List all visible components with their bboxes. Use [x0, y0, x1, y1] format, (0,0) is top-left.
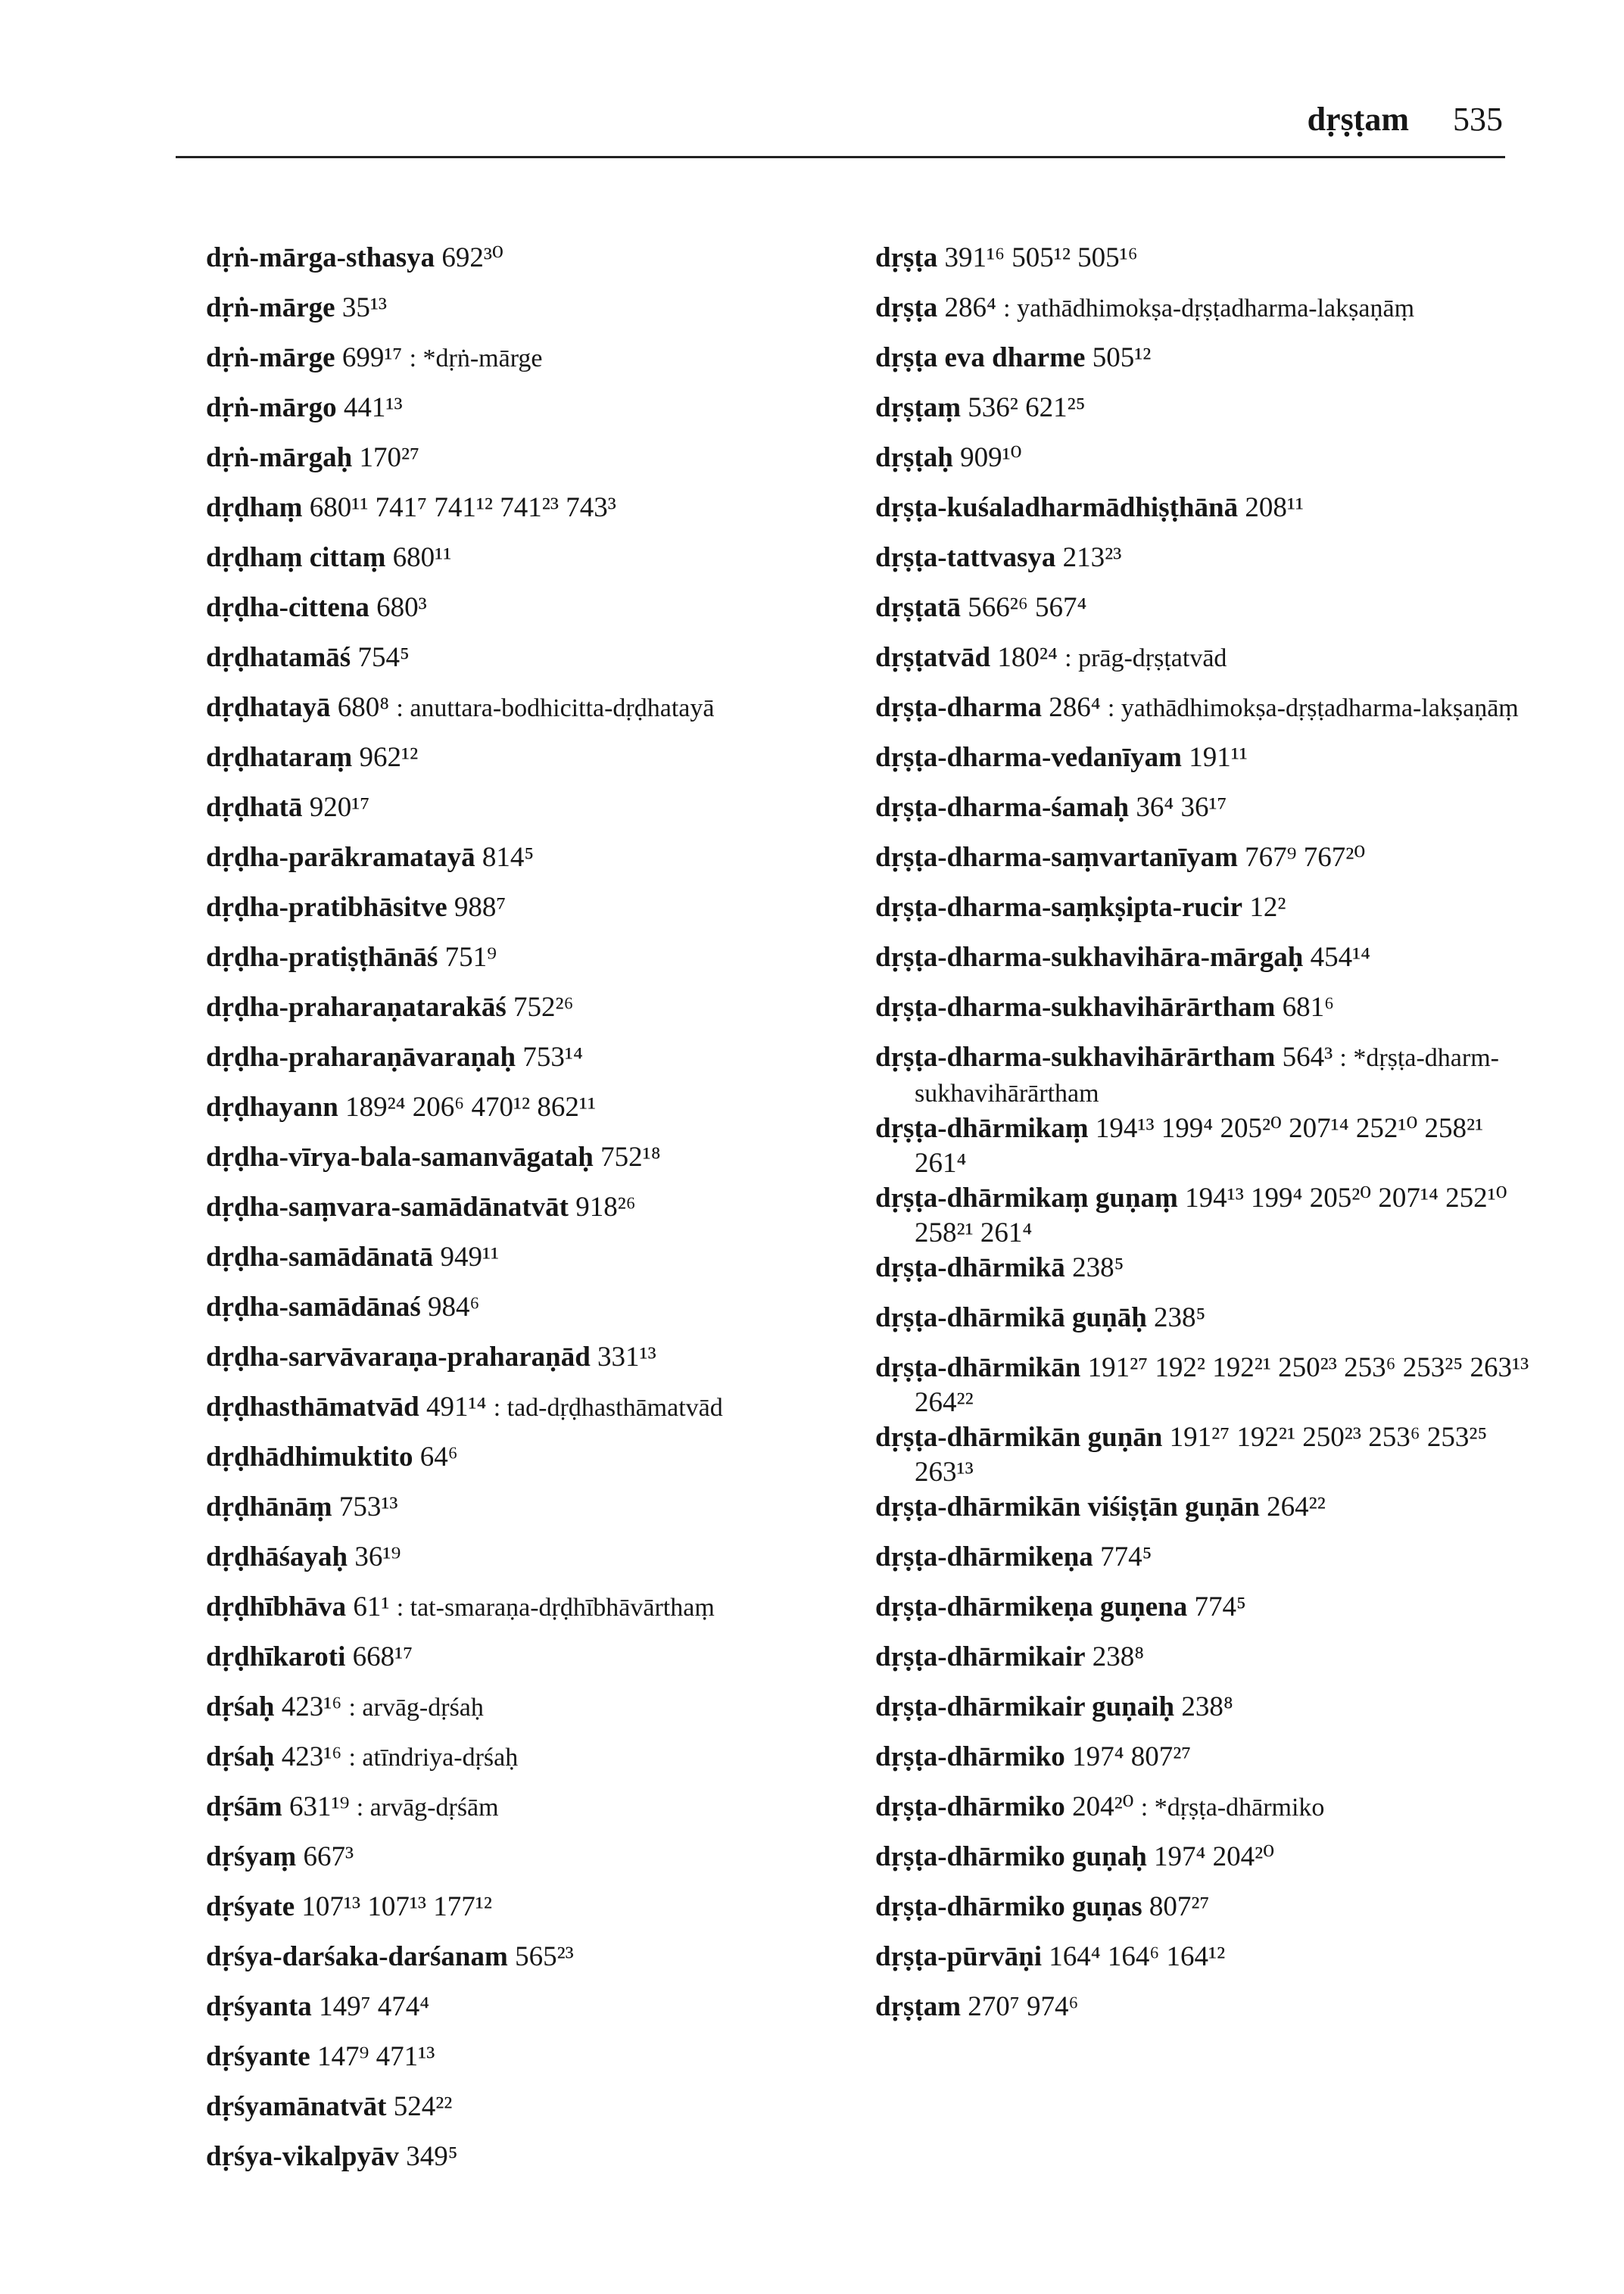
entry-headword: dṛṣṭa-tattvasya: [875, 542, 1056, 573]
entry-headword: dṛṣṭa-dhārmikeṇa guṇena: [875, 1591, 1188, 1622]
entry-references: 774⁵: [1100, 1541, 1152, 1572]
entry-references: 680¹¹: [392, 542, 452, 573]
entry-cross-reference: : anuttara-bodhicitta-dṛḍhatayā: [396, 694, 715, 722]
entry-references: 35¹³: [341, 292, 388, 323]
index-entry: [875, 1590, 1541, 1640]
index-entry: [206, 641, 865, 690]
entry-cross-reference: : arvāg-dṛśaḥ: [348, 1694, 484, 1722]
index-entry: [206, 740, 865, 790]
entry-references: 752¹⁸: [600, 1142, 661, 1173]
entry-headword: dṛṅ-mārge: [206, 342, 335, 373]
entry-references: 194¹³ 199⁴ 205²⁰ 207¹⁴ 252¹⁰ 258²¹ 261⁴: [915, 1183, 1507, 1248]
entry-headword: dṛṣṭa-dharma-sukhavihāra-mārgaḥ: [875, 942, 1304, 973]
index-entry: [875, 391, 1541, 441]
entry-references: 191²⁷ 192²¹ 250²³ 253⁶ 253²⁵ 263¹³: [915, 1422, 1488, 1488]
entry-references: 36¹⁹: [354, 1541, 401, 1572]
entry-headword: dṛṅ-mārgaḥ: [206, 442, 353, 473]
entry-references: 238⁸: [1181, 1691, 1233, 1722]
entry-headword: dṛṣṭa-dharma-saṃvartanīyam: [875, 842, 1238, 873]
index-entry: [206, 541, 865, 591]
entry-references: 170²⁷: [359, 442, 419, 473]
index-entry: [206, 940, 865, 990]
entry-references: 238⁵: [1072, 1252, 1124, 1283]
index-entry: [875, 1540, 1541, 1590]
entry-references: 180²⁴: [997, 642, 1058, 673]
entry-headword: dṛḍha-cittena: [206, 592, 369, 623]
index-entry: [875, 1251, 1541, 1301]
entry-references: 191¹¹: [1189, 742, 1248, 773]
entry-headword: dṛśyanta: [206, 1991, 312, 2022]
entry-headword: dṛṣṭa-dhārmikaṃ guṇaṃ: [875, 1183, 1178, 1214]
entry-references: 524²²: [393, 2091, 453, 2122]
entry-headword: dṛṣṭa-dharma-śamaḥ: [875, 792, 1130, 823]
index-entry: [206, 591, 865, 641]
entry-headword: dṛṣṭa-dhārmikān viśiṣṭān guṇān: [875, 1491, 1260, 1523]
index-entry: [206, 491, 865, 541]
entry-references: 668¹⁷: [352, 1641, 413, 1672]
entry-headword: dṛṣṭa: [875, 242, 938, 273]
index-entry: [875, 1890, 1541, 1940]
entry-references: 197⁴ 204²⁰: [1154, 1841, 1275, 1872]
entry-headword: dṛśām: [206, 1791, 282, 1822]
entry-headword: dṛṣṭa-dhārmikeṇa: [875, 1541, 1093, 1572]
entry-headword: dṛḍha-praharaṇatarakāś: [206, 992, 507, 1023]
entry-headword: dṛṣṭa-dhārmikān guṇān: [875, 1422, 1163, 1453]
entry-headword: dṛḍhībhāva: [206, 1591, 347, 1622]
entry-headword: dṛḍhānāṃ: [206, 1491, 332, 1523]
entry-headword: dṛḍha-saṃvara-samādānatvāt: [206, 1192, 569, 1223]
entry-headword: dṛḍha-vīrya-bala-samanvāgataḥ: [206, 1142, 594, 1173]
entry-references: 667³: [303, 1841, 354, 1872]
entry-headword: dṛṣṭa-kuśaladharmādhiṣṭhānā: [875, 492, 1239, 523]
entry-headword: dṛṣṭa-dharma-sukhavihārārtham: [875, 992, 1276, 1023]
index-entry: [206, 391, 865, 441]
index-entry: [206, 2140, 865, 2190]
entry-references: 752²⁶: [513, 992, 574, 1023]
index-entry: [206, 890, 865, 940]
entry-headword: dṛśaḥ: [206, 1691, 275, 1722]
entry-headword: dṛṣṭa-dharma-vedanīyam: [875, 742, 1182, 773]
index-entry: [206, 2040, 865, 2090]
entry-cross-reference: : *dṛṅ-mārge: [409, 344, 543, 372]
entry-references: 753¹⁴: [522, 1042, 583, 1073]
index-entry: [875, 1351, 1541, 1420]
entry-headword: dṛḍha-samādānatā: [206, 1242, 434, 1273]
index-entry: [875, 1740, 1541, 1790]
index-entry: [875, 291, 1541, 341]
entry-headword: dṛṣṭa-dharma: [875, 692, 1042, 723]
entry-references: 197⁴ 807²⁷: [1072, 1741, 1192, 1772]
index-entry: [206, 1040, 865, 1090]
index-entry: [206, 690, 865, 740]
entry-headword: dṛśyate: [206, 1891, 295, 1922]
entry-headword: dṛśyante: [206, 2041, 310, 2072]
index-entry: [875, 591, 1541, 641]
entry-references: 349⁵: [406, 2141, 458, 2172]
entry-references: 680⁸: [337, 692, 390, 723]
entry-references: 814⁵: [482, 842, 535, 873]
entry-references: 692³⁰: [441, 242, 503, 273]
entry-references: 107¹³ 107¹³ 177¹²: [301, 1891, 492, 1922]
index-entry: [875, 990, 1541, 1040]
index-entry: [206, 1840, 865, 1890]
index-entry: [206, 1440, 865, 1490]
entry-headword: dṛḍha-samādānaś: [206, 1292, 421, 1323]
entry-references: 774⁵: [1194, 1591, 1246, 1622]
entry-headword: dṛṣṭa-dhārmikān: [875, 1352, 1081, 1383]
entry-headword: dṛṣṭa-dhārmikā: [875, 1252, 1065, 1283]
left-column: [206, 241, 865, 2190]
index-entry: [875, 1490, 1541, 1540]
index-entry: [875, 890, 1541, 940]
entry-headword: dṛṣṭa-dhārmikaṃ: [875, 1113, 1089, 1144]
entry-headword: dṛṣṭatā: [875, 592, 962, 623]
entry-references: 962¹²: [359, 742, 419, 773]
index-entry: [206, 840, 865, 890]
entry-headword: dṛḍha-parākramatayā: [206, 842, 475, 873]
entry-references: 238⁸: [1092, 1641, 1145, 1672]
page-number: 535: [1453, 101, 1503, 138]
entry-cross-reference: : yathādhimokṣa-dṛṣṭadharma-lakṣaṇāṃ: [1107, 694, 1519, 722]
index-entry: [206, 1140, 865, 1190]
index-entry: [206, 990, 865, 1040]
entry-headword: dṛṅ-mārga-sthasya: [206, 242, 435, 273]
entry-references: 565²³: [515, 1941, 574, 1972]
index-entry: [875, 690, 1541, 740]
index-entry: [206, 2090, 865, 2140]
entry-references: 194¹³ 199⁴ 205²⁰ 207¹⁴ 252¹⁰ 258²¹ 261⁴: [915, 1113, 1484, 1179]
entry-references: 536² 621²⁵: [968, 392, 1086, 423]
entry-references: 680¹¹ 741⁷ 741¹² 741²³ 743³: [309, 492, 616, 523]
entry-references: 984⁶: [428, 1292, 480, 1323]
entry-references: 36⁴ 36¹⁷: [1136, 792, 1227, 823]
entry-cross-reference: : tat-smaraṇa-dṛḍhībhāvārthaṃ: [396, 1594, 715, 1622]
index-entry: [875, 341, 1541, 391]
entry-references: 12²: [1249, 892, 1286, 923]
index-entry: [206, 1190, 865, 1240]
index-entry: [875, 541, 1541, 591]
index-entry: [875, 740, 1541, 790]
entry-headword: dṛṣṭaṃ: [875, 392, 962, 423]
entry-references: 699¹⁷: [341, 342, 403, 373]
entry-headword: dṛḍhatamāś: [206, 642, 351, 673]
index-entry: [875, 1790, 1541, 1840]
entry-cross-reference: : *dṛṣṭa-dharm-sukhavihārārtham: [915, 1044, 1499, 1108]
entry-headword: dṛṣṭa eva dharme: [875, 342, 1086, 373]
entry-headword: dṛṣṭaḥ: [875, 442, 953, 473]
entry-references: 949¹¹: [440, 1242, 500, 1273]
entry-references: 147⁹ 471¹³: [316, 2041, 435, 2072]
entry-references: 753¹³: [338, 1491, 398, 1523]
entry-headword: dṛḍhaṃ cittaṃ: [206, 542, 386, 573]
index-entry: [206, 1340, 865, 1390]
index-entry: [875, 1690, 1541, 1740]
index-entry: [875, 241, 1541, 291]
index-entry: [206, 1290, 865, 1340]
entry-references: 286⁴: [944, 292, 996, 323]
entry-headword: dṛḍha-praharaṇāvaraṇaḥ: [206, 1042, 516, 1073]
running-head: [1308, 100, 1503, 139]
index-entry: [206, 241, 865, 291]
index-entry: [875, 1640, 1541, 1690]
index-entry: [875, 491, 1541, 541]
entry-cross-reference: : prāg-dṛṣṭatvād: [1064, 644, 1227, 672]
entry-cross-reference: : yathādhimokṣa-dṛṣṭadharma-lakṣaṇāṃ: [1003, 295, 1415, 323]
entry-headword: dṛṣṭa-dhārmiko: [875, 1741, 1065, 1772]
entry-references: 286⁴: [1049, 692, 1101, 723]
entry-headword: dṛḍhīkaroti: [206, 1641, 346, 1672]
index-entry: [206, 1390, 865, 1440]
entry-headword: dṛḍhaṃ: [206, 492, 303, 523]
index-entry: [206, 1640, 865, 1690]
entry-references: 423¹⁶: [281, 1741, 342, 1772]
entry-headword: dṛḍhataraṃ: [206, 742, 353, 773]
entry-headword: dṛṣṭa-dhārmikair: [875, 1641, 1086, 1672]
entry-references: 807²⁷: [1149, 1891, 1210, 1922]
entry-headword: dṛḍha-pratiṣṭhānāś: [206, 942, 438, 973]
index-entry: [875, 441, 1541, 491]
index-entry: [206, 1940, 865, 1990]
entry-headword: dṛṣṭa-dhārmiko: [875, 1791, 1065, 1822]
index-entry: [206, 1090, 865, 1140]
entry-references: 454¹⁴: [1310, 942, 1371, 973]
entry-headword: dṛḍhādhimuktito: [206, 1442, 413, 1473]
running-headword: dṛṣṭam: [1307, 101, 1409, 138]
entry-headword: dṛḍhāśayaḥ: [206, 1541, 348, 1572]
entry-headword: dṛḍha-pratibhāsitve: [206, 892, 447, 923]
index-entry: [206, 790, 865, 840]
index-entry: [875, 840, 1541, 890]
entry-references: 920¹⁷: [309, 792, 370, 823]
index-entry: [206, 291, 865, 341]
index-entry: [206, 1890, 865, 1940]
entry-headword: dṛśaḥ: [206, 1741, 275, 1772]
right-column: [875, 241, 1541, 2040]
entry-headword: dṛḍhayann: [206, 1092, 338, 1123]
entry-references: 564³: [1282, 1042, 1333, 1073]
entry-headword: dṛṣṭa-dhārmiko guṇaḥ: [875, 1841, 1147, 1872]
index-entry: [206, 1790, 865, 1840]
index-entry: [206, 1590, 865, 1640]
entry-headword: dṛṣṭatvād: [875, 642, 991, 673]
entry-references: 164⁴ 164⁶ 164¹²: [1049, 1941, 1226, 1972]
entry-headword: dṛśya-darśaka-darśanam: [206, 1941, 508, 1972]
entry-references: 767⁹ 767²⁰: [1245, 842, 1366, 873]
entry-headword: dṛḍhatayā: [206, 692, 331, 723]
entry-references: 754⁵: [357, 642, 410, 673]
entry-references: 191²⁷ 192² 192²¹ 250²³ 253⁶ 253²⁵ 263¹³ 264²²: [915, 1352, 1529, 1418]
entry-headword: dṛḍhatā: [206, 792, 303, 823]
entry-headword: dṛṣṭa-dharma-sukhavihārārtham: [875, 1042, 1276, 1073]
entry-references: 64⁶: [419, 1442, 458, 1473]
entry-cross-reference: : atīndriya-dṛśaḥ: [348, 1744, 519, 1772]
index-entry: [875, 641, 1541, 690]
entry-references: 631¹⁹: [288, 1791, 350, 1822]
entry-headword: dṛṅ-mārge: [206, 292, 335, 323]
entry-cross-reference: : tad-dṛḍhasthāmatvād: [493, 1394, 723, 1422]
entry-headword: dṛśyaṃ: [206, 1841, 297, 1872]
entry-references: 270⁷ 974⁶: [968, 1991, 1079, 2022]
entry-references: 208¹¹: [1245, 492, 1304, 523]
index-entry: [206, 441, 865, 491]
entry-headword: dṛṣṭa-dhārmikā guṇāḥ: [875, 1302, 1147, 1333]
index-entry: [875, 1040, 1541, 1111]
index-entry: [206, 1690, 865, 1740]
entry-references: 61¹: [353, 1591, 390, 1622]
entry-headword: dṛṅ-mārgo: [206, 392, 337, 423]
entry-cross-reference: : *dṛṣṭa-dhārmiko: [1140, 1794, 1325, 1822]
entry-headword: dṛṣṭam: [875, 1991, 962, 2022]
entry-references: 909¹⁰: [960, 442, 1022, 473]
entry-references: 681⁶: [1282, 992, 1334, 1023]
index-entry: [875, 940, 1541, 990]
entry-headword: dṛṣṭa-dhārmikair guṇaiḥ: [875, 1691, 1175, 1722]
header-rule: [176, 156, 1505, 158]
entry-references: 988⁷: [454, 892, 507, 923]
index-entry: [875, 1990, 1541, 2040]
entry-references: 238⁵: [1154, 1302, 1206, 1333]
entry-references: 751⁹: [444, 942, 497, 973]
entry-headword: dṛśya-vikalpyāv: [206, 2141, 399, 2172]
index-entry: [206, 1990, 865, 2040]
entry-headword: dṛṣṭa-dharma-saṃkṣipta-rucir: [875, 892, 1243, 923]
index-entry: [875, 1301, 1541, 1351]
entry-references: 331¹³: [597, 1342, 656, 1373]
entry-references: 491¹⁴: [425, 1392, 487, 1423]
index-entry: [206, 1490, 865, 1540]
index-entry: [206, 1540, 865, 1590]
index-entry: [875, 1940, 1541, 1990]
entry-headword: dṛṣṭa: [875, 292, 938, 323]
entry-references: 149⁷ 474⁴: [319, 1991, 430, 2022]
entry-references: 264²²: [1267, 1491, 1326, 1523]
entry-references: 213²³: [1062, 542, 1122, 573]
index-entry: [875, 1111, 1541, 1181]
index-entry: [206, 1240, 865, 1290]
entry-references: 204²⁰: [1072, 1791, 1134, 1822]
entry-references: 391¹⁶ 505¹² 505¹⁶: [944, 242, 1138, 273]
index-entry: [206, 1740, 865, 1790]
entry-headword: dṛśyamānatvāt: [206, 2091, 387, 2122]
entry-headword: dṛṣṭa-pūrvāṇi: [875, 1941, 1042, 1972]
entry-headword: dṛṣṭa-dhārmiko guṇas: [875, 1891, 1142, 1922]
index-entry: [206, 341, 865, 391]
entry-references: 441¹³: [343, 392, 403, 423]
entry-cross-reference: : arvāg-dṛśām: [356, 1794, 499, 1822]
index-entry: [875, 790, 1541, 840]
entry-references: 423¹⁶: [281, 1691, 342, 1722]
index-entry: [875, 1420, 1541, 1490]
index-entry: [875, 1840, 1541, 1890]
index-entry: [875, 1181, 1541, 1251]
entry-references: 680³: [376, 592, 427, 623]
entry-headword: dṛḍha-sarvāvaraṇa-praharaṇād: [206, 1342, 591, 1373]
entry-headword: dṛḍhasthāmatvād: [206, 1392, 419, 1423]
entry-references: 918²⁶: [575, 1192, 636, 1223]
entry-references: 505¹²: [1092, 342, 1152, 373]
entry-references: 566²⁶ 567⁴: [968, 592, 1087, 623]
entry-references: 189²⁴ 206⁶ 470¹² 862¹¹: [345, 1092, 597, 1123]
